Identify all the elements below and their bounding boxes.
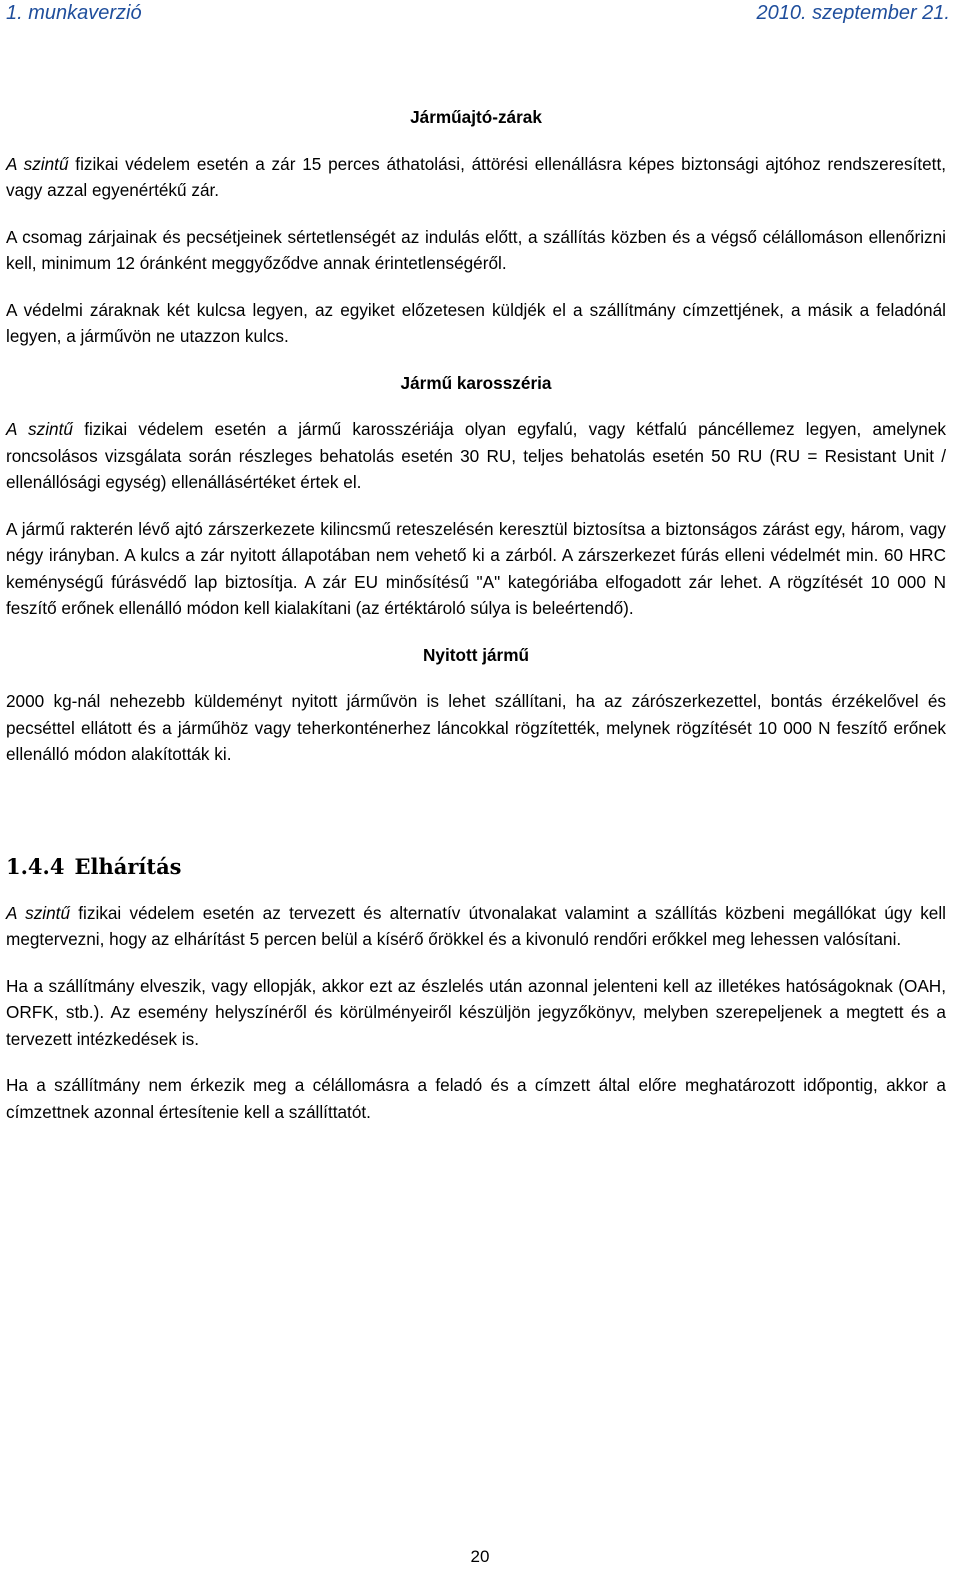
level-label: A szintű [6,902,70,923]
paragraph-open-vehicle-1: 2000 kg-nál nehezebb küldeményt nyitott járművön is lehet szállítani, ha az zárószerkezettel, bontás érzékelővel és pecséttel ellátott és a járműhöz vagy teherkonténerhez láncokkal rögzítették, melynek rögzítését 10 000 N feszítő erőnek ellenálló módon alakították ki. [6,691,946,764]
paragraph-body-2: A jármű rakterén lévő ajtó zárszerkezete kilincsmű reteszelésén keresztül biztosítsa a biztonságos zárást egy, három, vagy négy irányban. A kulcs a zár nyitott állapotában nem vehető ki a zárból. A zárszerkezet fúrás elleni védelmét min. 60 HRC keménységű fúrásvédő lap biztosítja. A zár EU minősítésű "A" kategóriába elfogadott zár lehet. A rögzítését 10 000 N feszítő erőnek ellenálló módon kell kialakítani (az értéktároló súlya is beleértendő). [6,518,946,618]
level-label: A szintű [6,153,69,174]
paragraph-doors-2: A csomag zárjainak és pecsétjeinek sértetlenségét az indulás előtt, a szállítás közben és a végső célállomáson ellenőrizni kell, minimum 12 óránként meggyőződve annak érintetlenségéről. [6,226,946,273]
paragraph-text: fizikai védelem esetén a zár 15 perces áthatolási, áttörési ellenállásra képes biztonsági ajtóhoz rendszeresített, vagy azzal egyenértékű zár. [6,153,946,200]
page-number: 20 [470,1547,490,1566]
section-title-open-vehicle: Nyitott jármű [423,644,529,665]
paragraph-prevention-3: Ha a szállítmány nem érkezik meg a célállomásra a feladó és a címzett által előre meghatározott időpontig, akkor a címzettnek azonnal értesítenie kell a szállíttatót. [6,1075,946,1122]
document-body [6,104,946,1145]
paragraph-text: fizikai védelem esetén a jármű karosszériája olyan egyfalú, vagy kétfalú páncéllemez legyen, amelynek roncsolásos vizsgálata során részleges behatolás esetén 30 RU, teljes behatolás esetén 50 RU (RU = Resistant Unit / ellenállósági egység) ellenállásértéket értek el. [6,419,947,492]
header-version: 1. munkaverzió [6,2,142,24]
paragraph-body-1 [6,416,946,496]
paragraph-doors-3: A védelmi záraknak két kulcsa legyen, az egyiket előzetesen küldjék el a szállítmány címzettjének, a másik a feladónál legyen, a járművön ne utazzon kulcs. [6,299,946,346]
paragraph-prevention-2: Ha a szállítmány elveszik, vagy ellopják, akkor ezt az észlelés után azonnal jelenteni kell az illetékes hatóságoknak (OAH, ORFK, stb.). Az esemény helyszínéről és körülményeiről készüljön jegyzőkönyv, melyben szerepeljenek a megtett és a tervezett intézkedések is. [6,975,946,1049]
section-title-doors: Járműajtó-zárak [410,107,542,127]
section-number: 1.4.4 [6,853,65,879]
section-title-body: Jármű karosszéria [400,372,552,393]
paragraph-prevention-1 [6,900,946,953]
level-label: A szintű [6,419,73,439]
header-date: 2010. szeptember 21. [756,2,950,24]
paragraph-doors-1 [6,151,946,204]
paragraph-text: fizikai védelem esetén az tervezett és alternatív útvonalakat valamint a szállítás közbeni megállókat úgy kell megtervezni, hogy az elhárítást 5 percen belül a kísérő őrökkel és a kivonuló rendőri erőkkel meg lehessen valósítani. [6,902,946,949]
section-heading-prevention [6,852,946,882]
page-header [0,0,960,26]
section-heading-text: Elhárítás [74,853,182,879]
